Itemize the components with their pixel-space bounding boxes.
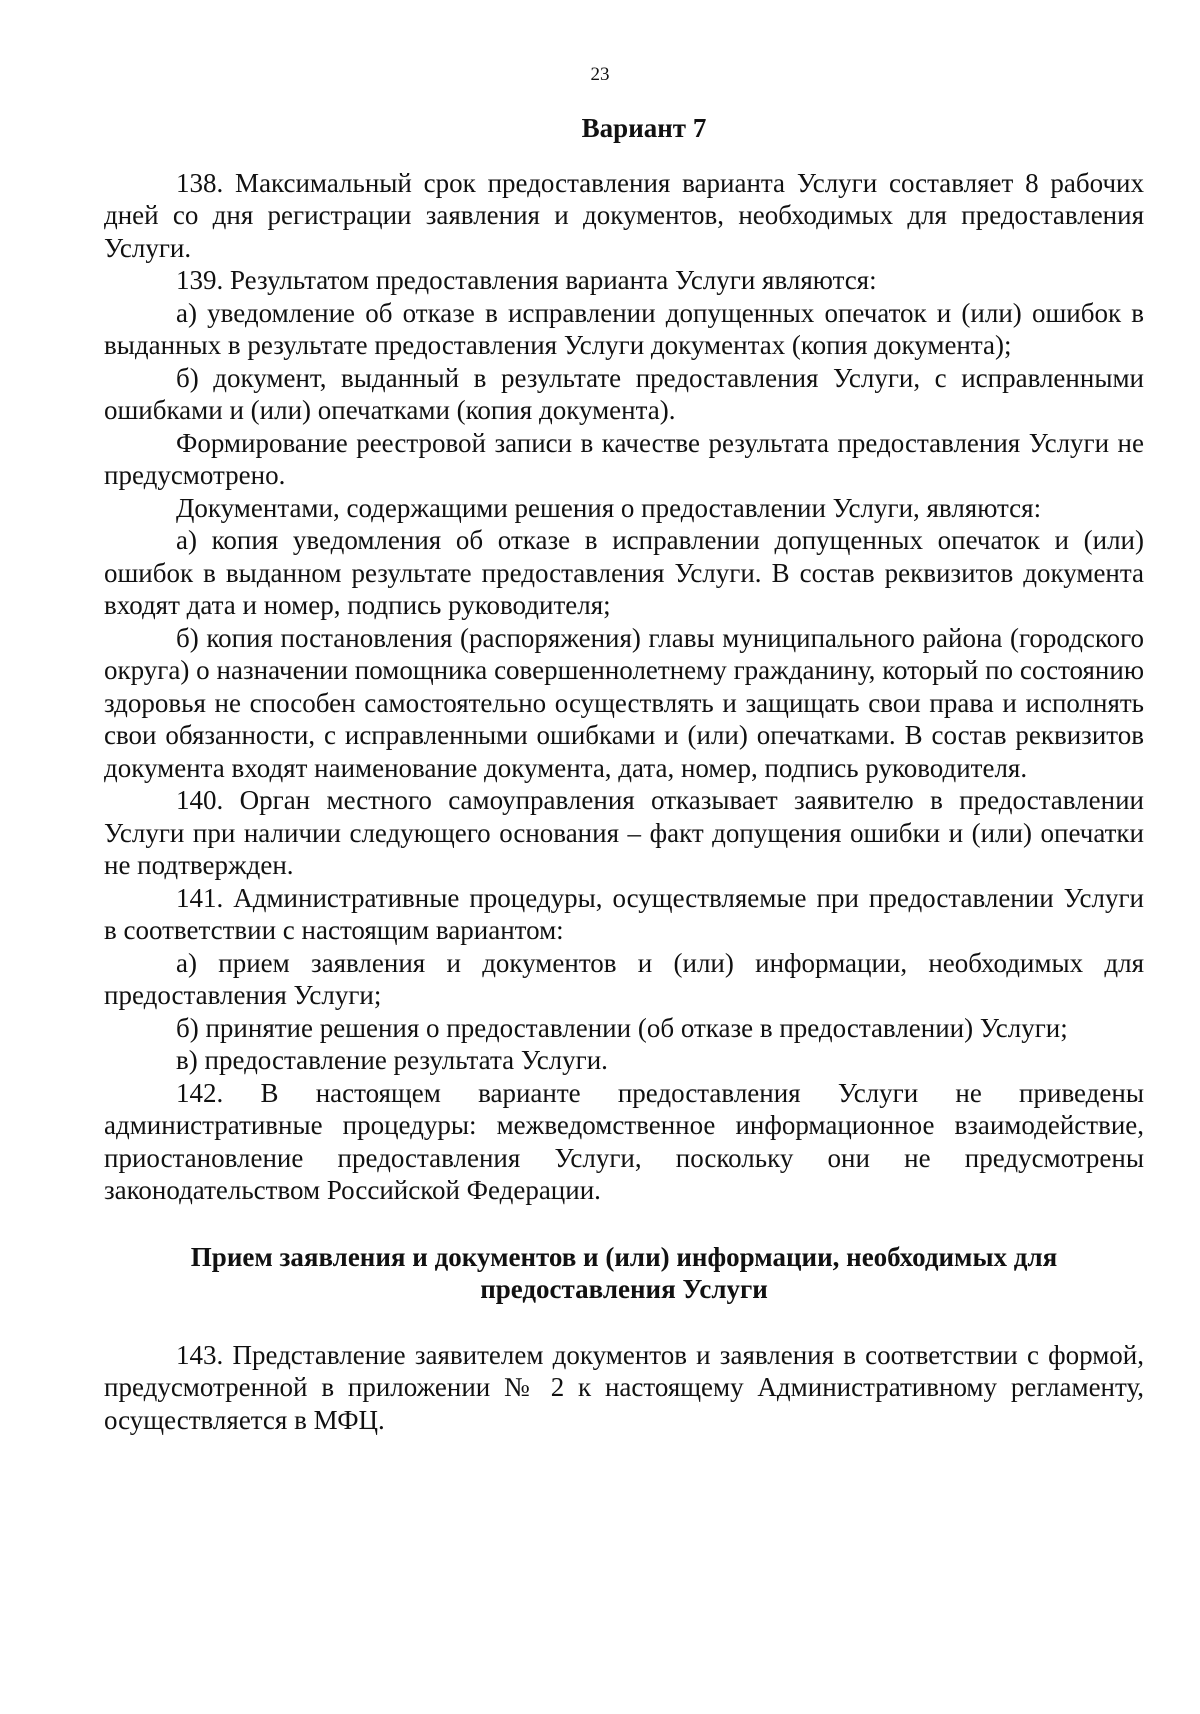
paragraph: Документами, содержащими решения о предоставлении Услуги, являются:: [176, 492, 1042, 523]
paragraph: 142. В настоящем варианте предоставления Услуги не приведены административные процедуры: межведомственное информационное взаимодействие, приостановление предоставления Услуги, поскольку они не предусмотрены законодательством Российской Федерации.: [104, 1077, 1144, 1205]
section-heading-line: предоставления Услуги: [480, 1273, 768, 1304]
paragraph-group-before: [104, 167, 1144, 1207]
paragraph: б) документ, выданный в результате предоставления Услуги, с исправленными ошибками и (или) опечатками (копия документа).: [104, 362, 1144, 425]
variant-title: Вариант 7: [581, 113, 707, 143]
paragraph-group-after: [104, 1339, 1144, 1437]
paragraph: Формирование реестровой записи в качестве результата предоставления Услуги не предусмотрено.: [104, 427, 1144, 490]
paragraph: а) прием заявления и документов и (или) информации, необходимых для предоставления Услуги;: [104, 947, 1144, 1010]
paragraph: 138. Максимальный срок предоставления варианта Услуги составляет 8 рабочих дней со дня регистрации заявления и документов, необходимых для предоставления Услуги.: [104, 167, 1144, 263]
paragraph: б) принятие решения о предоставлении (об отказе в предоставлении) Услуги;: [176, 1012, 1068, 1043]
document-body: [104, 112, 1144, 1436]
paragraph: 141. Административные процедуры, осуществляемые при предоставлении Услуги в соответствии с настоящим вариантом:: [104, 882, 1144, 945]
paragraph: в) предоставление результата Услуги.: [176, 1045, 608, 1075]
section-heading-line: Прием заявления и документов и (или) информации, необходимых для: [190, 1241, 1058, 1272]
paragraph: 139. Результатом предоставления варианта Услуги являются:: [176, 265, 877, 295]
page-number: 23: [590, 64, 610, 85]
section-heading: [104, 1241, 1144, 1305]
paragraph: а) уведомление об отказе в исправлении допущенных опечаток и (или) ошибок в выданных в результате предоставления Услуги документах (копия документа);: [104, 297, 1144, 360]
paragraph: а) копия уведомления об отказе в исправлении допущенных опечаток и (или) ошибок в выданном результате предоставления Услуги. В состав реквизитов документа входят дата и номер, подпись руководителя;: [104, 525, 1144, 620]
paragraph: б) копия постановления (распоряжения) главы муниципального района (городского округа) о назначении помощника совершеннолетнему гражданину, который по состоянию здоровья не способен самостоятельно осуществлять и защищать свои права и исполнять свои обязанности, с исправленными ошибками и (или) опечатками. В состав реквизитов документа входят наименование документа, дата, номер, подпись руководителя.: [104, 622, 1144, 783]
paragraph: 143. Представление заявителем документов и заявления в соответствии с формой, предусмотренной в приложении № 2 к настоящему Административному регламенту, осуществляется в МФЦ.: [104, 1339, 1144, 1435]
paragraph: 140. Орган местного самоуправления отказывает заявителю в предоставлении Услуги при наличии следующего основания – факт допущения ошибки и (или) опечатки не подтвержден.: [104, 785, 1144, 880]
